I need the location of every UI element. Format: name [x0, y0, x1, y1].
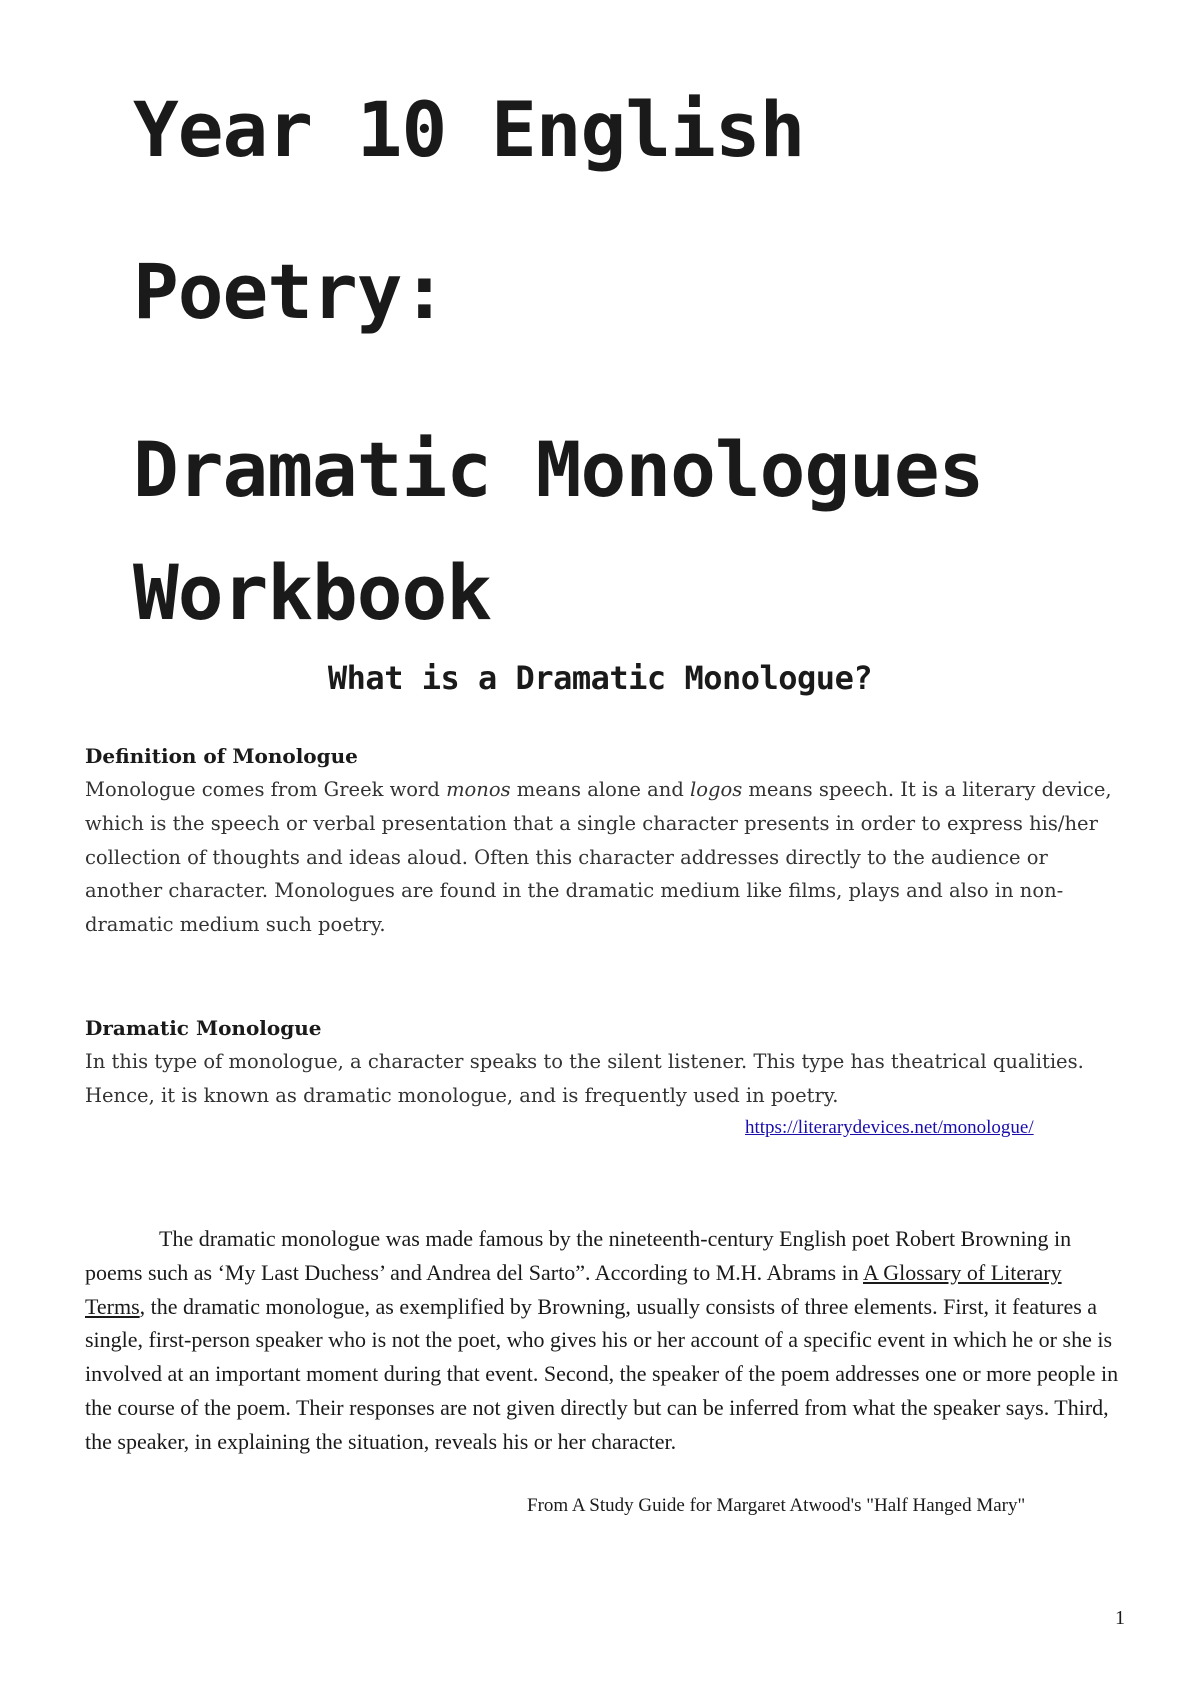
definition-text-c: means speech. It is a literary device, which is the speech or verbal presentation that a single character presents in order to express his/her collection of thoughts and ideas aloud. Often this character addresses directly to the audience or another character. Monologues are found in the dramatic medium like films, plays and also in non-dramatic medium such poetry. — [85, 778, 1112, 937]
source-link[interactable]: https://literarydevices.net/monologue/ — [745, 1117, 1034, 1138]
dramatic-monologue-paragraph: In this type of monologue, a character speaks to the silent listener. This type has theatrical qualities. Hence, it is known as dramatic monologue, and is frequently used in poetry. — [85, 1050, 1084, 1107]
browning-paragraph — [85, 1222, 1125, 1459]
title-line-1: Year 10 English — [133, 85, 805, 174]
section-subtitle: What is a Dramatic Monologue? — [327, 659, 873, 697]
definition-paragraph — [85, 773, 1125, 942]
page-number: 1 — [1115, 1607, 1125, 1629]
definition-text-a: Monologue comes from Greek word — [85, 778, 447, 801]
definition-heading: Definition of Monologue — [85, 744, 358, 768]
dramatic-monologue-heading: Dramatic Monologue — [85, 1016, 322, 1040]
term-logos: logos — [690, 778, 743, 801]
book-title: A Glossary of Literary Terms — [85, 1259, 1062, 1319]
definition-text-b: means alone and — [510, 778, 690, 801]
study-guide-citation: From A Study Guide for Margaret Atwood's "Half Hanged Mary" — [527, 1495, 1026, 1516]
title-line-3: Dramatic Monologues — [133, 425, 984, 514]
browning-text-a: The dramatic monologue was made famous by the nineteenth-century English poet Robert Browning in poems such as ‘My Last Duchess’ and Andrea del Sarto”. According to M.H. Abrams in — [85, 1226, 1072, 1285]
browning-text-b: , the dramatic monologue, as exemplified by Browning, usually consists of three elements. First, it features a single, first-person speaker who is not the poet, who gives his or her account of a specific event in which he or she is involved at an important moment during that event. Second, the speaker of the poem addresses one or more people in the course of the poem. Their responses are not given directly but can be inferred from what the speaker says. Third, the speaker, in explaining the situation, reveals his or her character. — [85, 1293, 1119, 1454]
title-line-2: Poetry: — [133, 247, 447, 336]
term-monos: monos — [446, 778, 511, 801]
title-line-4: Workbook — [133, 548, 492, 637]
